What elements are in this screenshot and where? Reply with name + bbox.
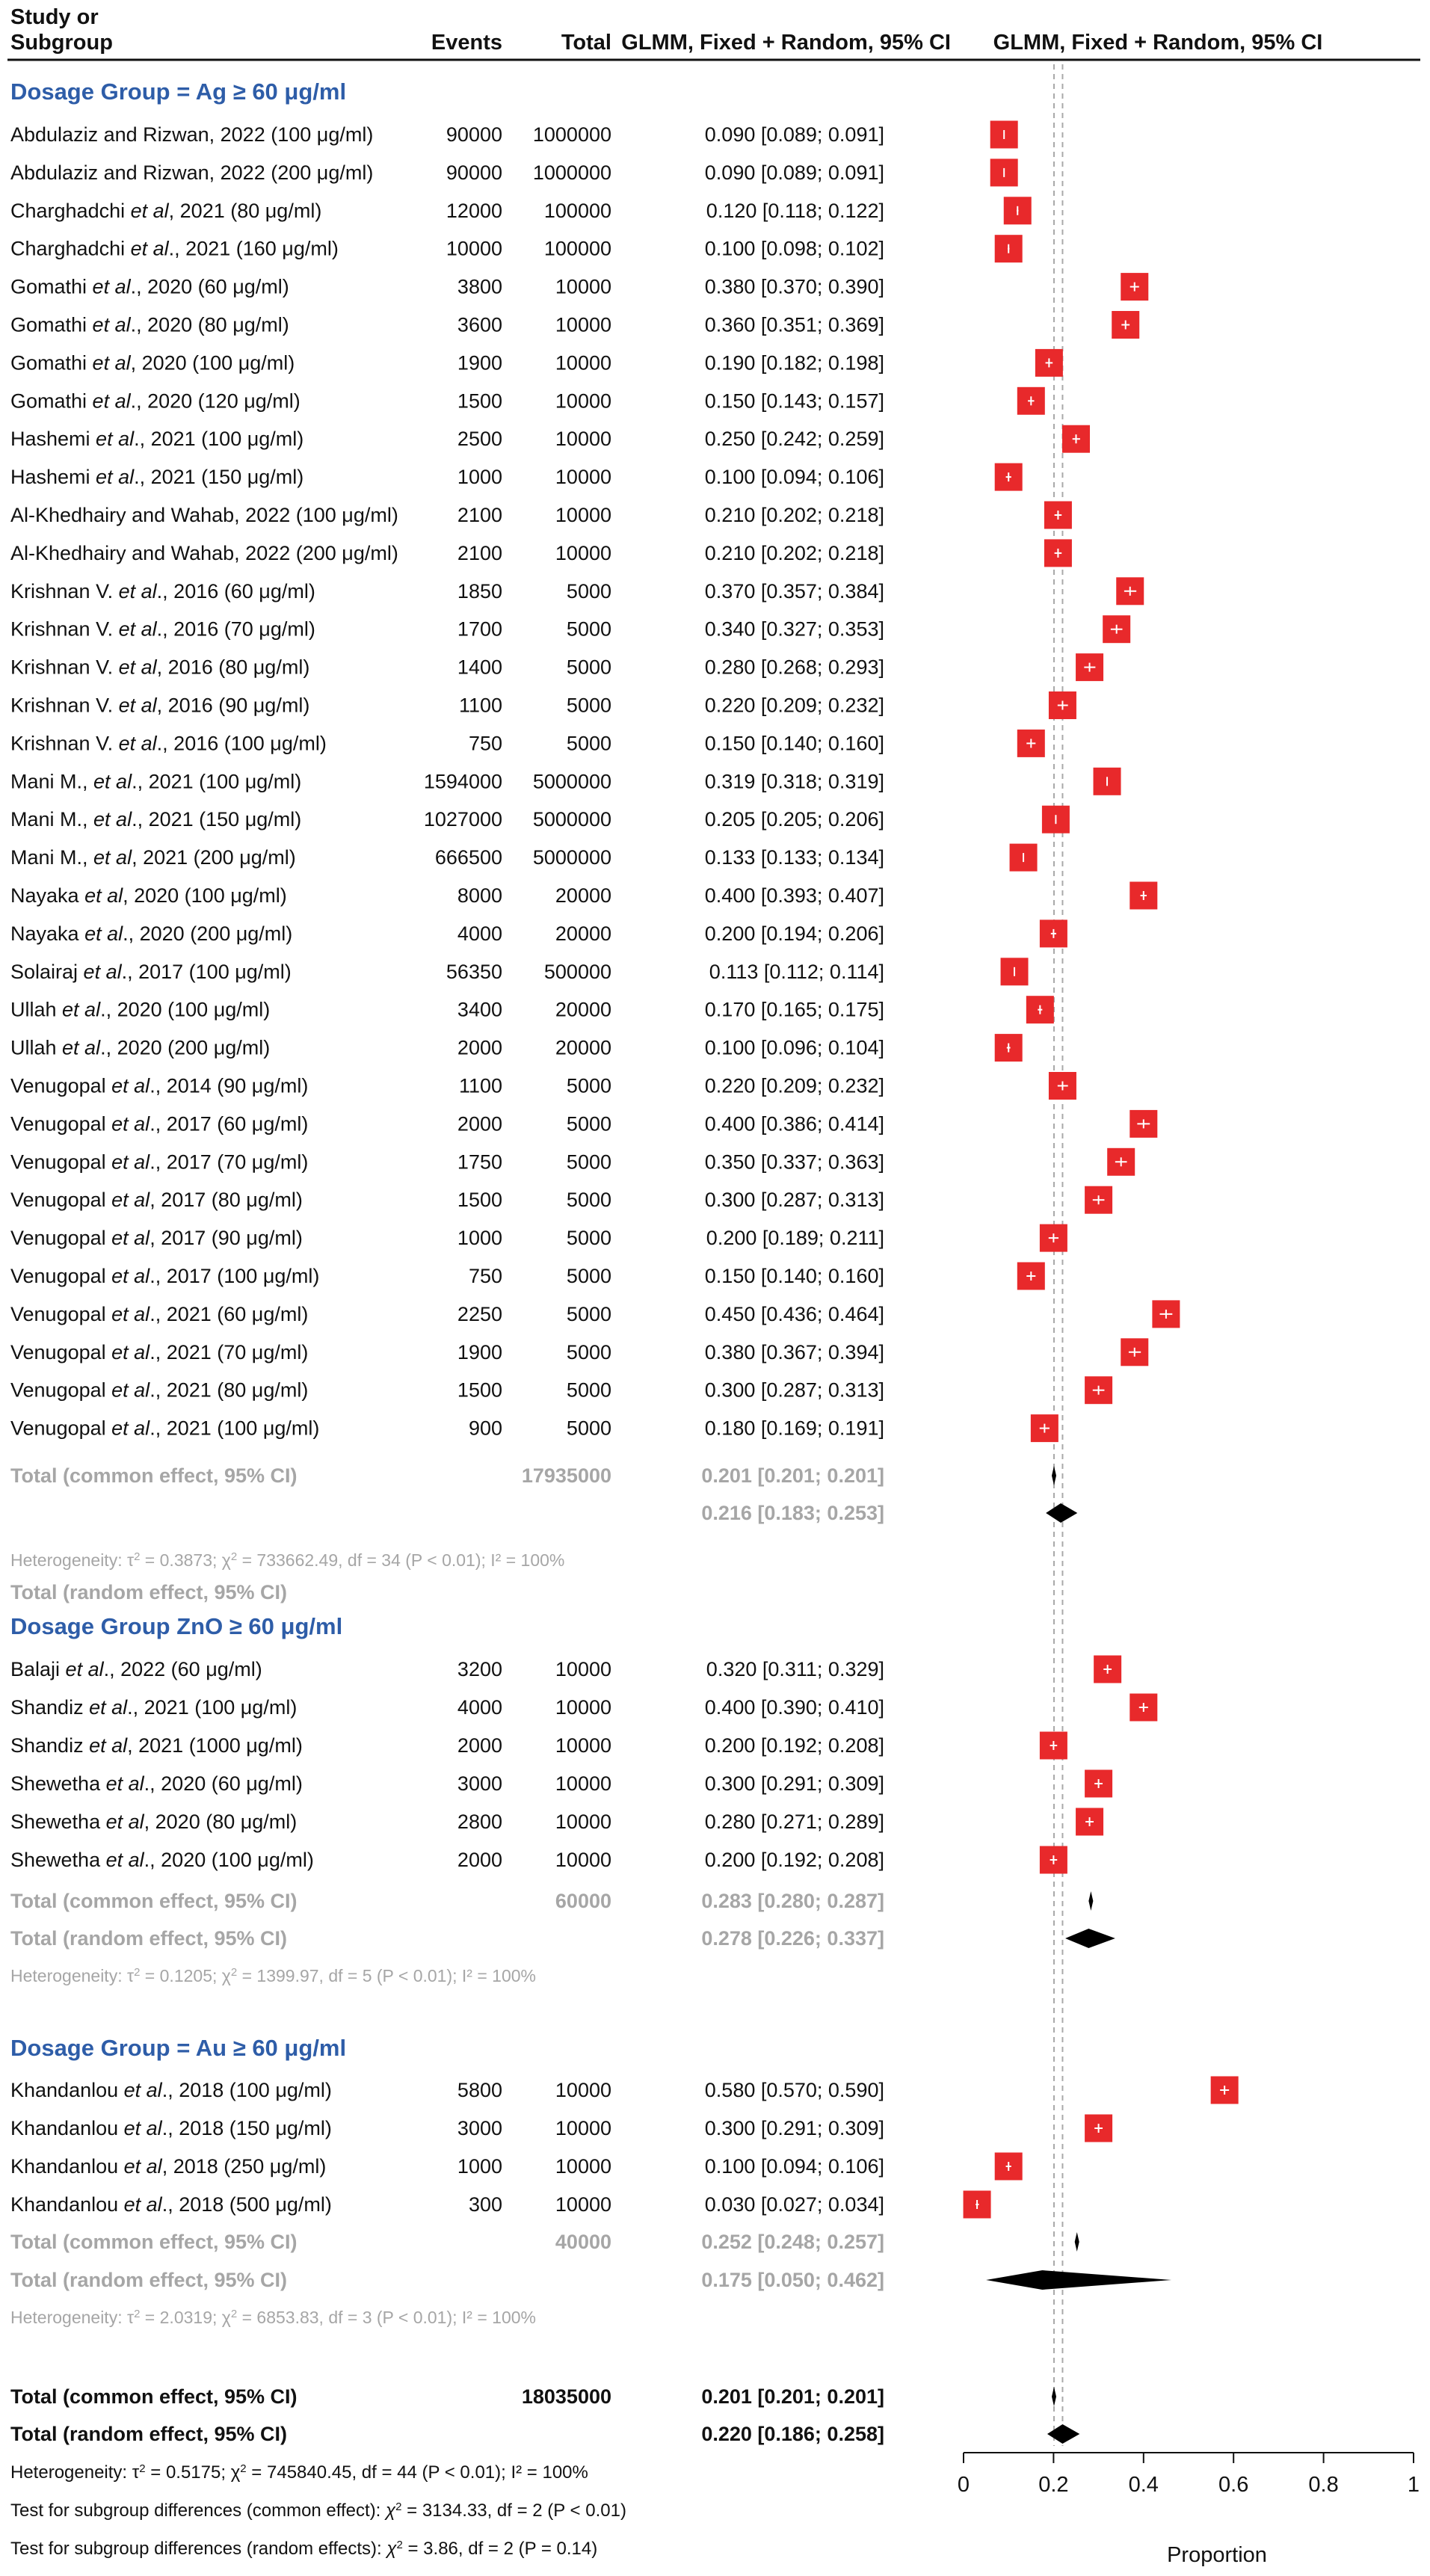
study-events: 3400	[457, 998, 502, 1021]
study-ci-text: 0.090 [0.089; 0.091]	[704, 123, 884, 146]
x-tick-label: 0.4	[1128, 2473, 1159, 2497]
study-events: 10000	[446, 237, 502, 260]
study-ci-text: 0.210 [0.202; 0.218]	[704, 504, 884, 526]
study-total: 5000	[566, 694, 611, 717]
study-events: 3200	[457, 1658, 502, 1680]
study-events: 90000	[446, 161, 502, 184]
study-total: 5000	[566, 1302, 611, 1325]
study-name: Venugopal et al., 2017 (60 μg/ml)	[10, 1112, 309, 1136]
study-total: 10000	[555, 2117, 611, 2139]
study-total: 10000	[555, 2155, 611, 2178]
study-ci-text: 0.400 [0.390; 0.410]	[704, 1696, 884, 1719]
group-common-ci: 0.283 [0.280; 0.287]	[701, 1890, 884, 1912]
study-total: 5000	[566, 1227, 611, 1250]
study-events: 2000	[457, 1112, 502, 1136]
study-events: 12000	[446, 199, 502, 222]
study-name: Solairaj et al., 2017 (100 μg/ml)	[10, 960, 292, 983]
study-ci-text: 0.450 [0.436; 0.464]	[704, 1302, 884, 1325]
study-ci-text: 0.180 [0.169; 0.191]	[704, 1417, 884, 1440]
study-total: 5000	[566, 1189, 611, 1212]
study-events: 2800	[457, 1811, 502, 1833]
study-events: 300	[468, 2193, 502, 2216]
study-name: Khandanlou et al, 2018 (250 μg/ml)	[10, 2155, 327, 2178]
study-total: 100000	[543, 199, 611, 222]
study-total: 5000	[566, 1112, 611, 1136]
study-name: Al-Khedhairy and Wahab, 2022 (200 μg/ml)	[10, 541, 398, 564]
study-events: 1000	[457, 1227, 502, 1250]
study-total: 10000	[555, 428, 611, 451]
study-name: Shewetha et al., 2020 (60 μg/ml)	[10, 1772, 303, 1795]
study-name: Charghadchi et al, 2021 (80 μg/ml)	[10, 199, 322, 222]
x-tick-label: 0	[957, 2473, 970, 2497]
study-ci-text: 0.120 [0.118; 0.122]	[706, 199, 884, 222]
study-events: 1900	[457, 1340, 502, 1364]
group-random-label: Total (random effect, 95% CI)	[10, 1581, 288, 1603]
header-events: Events	[431, 31, 502, 55]
group-title: Dosage Group = Ag ≥ 60 μg/ml	[10, 78, 347, 105]
study-total: 10000	[555, 389, 611, 413]
study-events: 900	[468, 1417, 502, 1440]
group-title: Dosage Group ZnO ≥ 60 μg/ml	[10, 1613, 343, 1639]
study-ci-text: 0.090 [0.089; 0.091]	[704, 161, 884, 184]
study-total: 5000	[566, 1417, 611, 1440]
overall-random-ci: 0.220 [0.186; 0.258]	[701, 2423, 884, 2445]
study-events: 1500	[457, 1378, 502, 1402]
study-name: Hashemi et al., 2021 (100 μg/ml)	[10, 428, 304, 451]
x-axis	[958, 2453, 1420, 2567]
study-name: Krishnan V. et al, 2016 (90 μg/ml)	[10, 694, 310, 717]
group-common-total: 17935000	[521, 1464, 611, 1487]
study-total: 5000	[566, 732, 611, 755]
study-events: 8000	[457, 884, 502, 907]
study-total: 500000	[543, 960, 611, 983]
study-events: 56350	[446, 960, 502, 983]
table-header	[7, 5, 1420, 60]
study-ci-text: 0.150 [0.140; 0.160]	[704, 1265, 884, 1287]
study-name: Venugopal et al., 2017 (70 μg/ml)	[10, 1150, 309, 1174]
study-total: 1000000	[532, 161, 611, 184]
heterogeneity-text: Heterogeneity: $\tau^2 = 0.5175$; $\chi^2 = 745840.45$, df = 44 (P < 0.01); I² = 100%	[10, 2462, 588, 2483]
study-events: 1500	[457, 1189, 502, 1212]
study-name: Al-Khedhairy and Wahab, 2022 (100 μg/ml)	[10, 504, 398, 526]
study-total: 10000	[555, 1696, 611, 1719]
study-name: Mani M., et al., 2021 (150 μg/ml)	[10, 808, 302, 831]
study-events: 4000	[457, 1696, 502, 1719]
study-ci-text: 0.280 [0.268; 0.293]	[704, 656, 884, 679]
heterogeneity-text: Heterogeneity: $\tau^2 = 2.0319$; $\chi^2 = 6853.83$, df = 3 (P < 0.01); I² = 100%	[10, 2307, 536, 2327]
subgroup-test-text: Test for subgroup differences (random effects): $\chi^2 = 3.86$, df = 2 (P = 0.14)	[10, 2538, 598, 2559]
reference-lines	[1054, 64, 1062, 2446]
study-events: 1700	[457, 617, 502, 641]
study-events: 2000	[457, 1849, 502, 1871]
header-ci: GLMM, Fixed + Random, 95% CI	[621, 31, 951, 55]
study-ci-text: 0.150 [0.143; 0.157]	[704, 389, 884, 413]
study-total: 10000	[555, 1811, 611, 1833]
heterogeneity-text: Heterogeneity: $\tau^2 = 0.1205$; $\chi^2 = 1399.97$, df = 5 (P < 0.01); I² = 100%	[10, 1965, 536, 1985]
study-events: 666500	[434, 846, 502, 869]
study-ci-text: 0.280 [0.271; 0.289]	[704, 1811, 884, 1833]
study-ci-text: 0.100 [0.098; 0.102]	[704, 237, 884, 260]
group-common-total: 60000	[555, 1890, 611, 1912]
study-ci-text: 0.340 [0.327; 0.353]	[704, 617, 884, 641]
study-ci-text: 0.300 [0.291; 0.309]	[704, 1772, 884, 1795]
study-events: 2250	[457, 1302, 502, 1325]
subgroup-test-text: Test for subgroup differences (common effect): $\chi^2 = 3134.33$, df = 2 (P < 0.01)	[10, 2500, 626, 2521]
group-common-ci: 0.252 [0.248; 0.257]	[701, 2231, 884, 2253]
study-events: 2100	[457, 541, 502, 564]
study-total: 5000000	[532, 770, 611, 793]
summary-diamond	[1052, 1466, 1056, 1485]
overall-common-total: 18035000	[521, 2385, 611, 2408]
study-ci-text: 0.360 [0.351; 0.369]	[704, 313, 884, 336]
study-name: Ullah et al., 2020 (200 μg/ml)	[10, 1036, 271, 1059]
study-events: 1000	[457, 466, 502, 489]
study-events: 3000	[457, 1772, 502, 1795]
study-events: 3600	[457, 313, 502, 336]
study-total: 20000	[555, 922, 611, 945]
study-name: Venugopal et al., 2021 (70 μg/ml)	[10, 1340, 309, 1364]
study-name: Gomathi et al, 2020 (100 μg/ml)	[10, 351, 295, 375]
overall-random-label: Total (random effect, 95% CI)	[10, 2423, 288, 2445]
study-ci-text: 0.133 [0.133; 0.134]	[704, 846, 884, 869]
study-ci-text: 0.580 [0.570; 0.590]	[704, 2079, 884, 2101]
study-ci-text: 0.113 [0.112; 0.114]	[709, 960, 884, 983]
study-events: 2000	[457, 1036, 502, 1059]
study-ci-text: 0.100 [0.096; 0.104]	[704, 1036, 884, 1059]
study-ci-text: 0.380 [0.367; 0.394]	[704, 1340, 884, 1364]
study-events: 2000	[457, 1734, 502, 1757]
study-events: 5800	[457, 2079, 502, 2101]
study-ci-text: 0.319 [0.318; 0.319]	[704, 770, 884, 793]
study-total: 5000000	[532, 808, 611, 831]
study-total: 10000	[555, 2079, 611, 2101]
group-random-ci: 0.216 [0.183; 0.253]	[701, 1502, 884, 1524]
study-name: Krishnan V. et al., 2016 (60 μg/ml)	[10, 579, 315, 603]
study-events: 1400	[457, 656, 502, 679]
study-name: Mani M., et al, 2021 (200 μg/ml)	[10, 846, 296, 869]
study-ci-text: 0.200 [0.192; 0.208]	[704, 1849, 884, 1871]
study-total: 10000	[555, 504, 611, 526]
x-tick-label: 0.2	[1038, 2473, 1069, 2497]
study-total: 5000	[566, 1340, 611, 1364]
study-total: 10000	[555, 1849, 611, 1871]
group-random-label: Total (random effect, 95% CI)	[10, 1927, 288, 1950]
summary-diamond	[1075, 2232, 1079, 2252]
study-ci-text: 0.200 [0.194; 0.206]	[704, 922, 884, 945]
study-events: 90000	[446, 123, 502, 146]
study-name: Venugopal et al., 2014 (90 μg/ml)	[10, 1074, 309, 1097]
group-common-total: 40000	[555, 2231, 611, 2253]
group-random-label: Total (random effect, 95% CI)	[10, 2269, 288, 2291]
study-events: 750	[468, 1265, 502, 1287]
study-total: 10000	[555, 313, 611, 336]
summary-diamond	[1047, 2424, 1079, 2444]
study-ci-text: 0.220 [0.209; 0.232]	[704, 1074, 884, 1097]
study-events: 2500	[457, 428, 502, 451]
study-name: Venugopal et al, 2017 (90 μg/ml)	[10, 1227, 303, 1250]
group-common-label: Total (common effect, 95% CI)	[10, 1464, 298, 1487]
header-total: Total	[561, 31, 611, 55]
study-ci-text: 0.320 [0.311; 0.329]	[706, 1658, 884, 1680]
study-name: Ullah et al., 2020 (100 μg/ml)	[10, 998, 271, 1021]
header-study: Study or	[10, 5, 99, 29]
study-total: 5000	[566, 1150, 611, 1174]
study-ci-text: 0.170 [0.165; 0.175]	[704, 998, 884, 1021]
study-ci-text: 0.100 [0.094; 0.106]	[704, 466, 884, 489]
study-ci-text: 0.400 [0.393; 0.407]	[704, 884, 884, 907]
study-name: Nayaka et al., 2020 (200 μg/ml)	[10, 922, 293, 945]
study-events: 4000	[457, 922, 502, 945]
group-random-ci: 0.175 [0.050; 0.462]	[701, 2269, 884, 2291]
study-ci-text: 0.400 [0.386; 0.414]	[704, 1112, 884, 1136]
study-events: 2100	[457, 504, 502, 526]
study-name: Shewetha et al, 2020 (80 μg/ml)	[10, 1811, 298, 1833]
study-events: 1500	[457, 389, 502, 413]
study-total: 5000	[566, 1378, 611, 1402]
summary-diamond	[1065, 1929, 1115, 1948]
study-name: Venugopal et al, 2017 (80 μg/ml)	[10, 1189, 303, 1212]
study-events: 750	[468, 732, 502, 755]
overall-common-label: Total (common effect, 95% CI)	[10, 2385, 298, 2408]
study-ci-text: 0.150 [0.140; 0.160]	[704, 732, 884, 755]
study-name: Hashemi et al., 2021 (150 μg/ml)	[10, 466, 304, 489]
x-axis-label: Proportion	[1167, 2543, 1267, 2567]
study-events: 1100	[458, 1074, 502, 1097]
study-total: 10000	[555, 351, 611, 375]
header-subgroup: Subgroup	[10, 31, 113, 55]
study-events: 3800	[457, 275, 502, 298]
study-name: Shewetha et al., 2020 (100 μg/ml)	[10, 1849, 314, 1871]
study-events: 1900	[457, 351, 502, 375]
x-tick-label: 1	[1407, 2473, 1420, 2497]
study-ci-text: 0.220 [0.209; 0.232]	[704, 694, 884, 717]
header-plot: GLMM, Fixed + Random, 95% CI	[993, 31, 1323, 55]
study-name: Krishnan V. et al., 2016 (70 μg/ml)	[10, 617, 315, 641]
study-name: Venugopal et al., 2021 (100 μg/ml)	[10, 1417, 320, 1440]
study-name: Khandanlou et al., 2018 (150 μg/ml)	[10, 2117, 332, 2139]
study-ci-text: 0.300 [0.287; 0.313]	[704, 1189, 884, 1212]
study-events: 3000	[457, 2117, 502, 2139]
study-total: 5000	[566, 617, 611, 641]
study-name: Khandanlou et al., 2018 (100 μg/ml)	[10, 2079, 332, 2101]
study-total: 1000000	[532, 123, 611, 146]
study-events: 1100	[458, 694, 502, 717]
group-random-ci: 0.278 [0.226; 0.337]	[701, 1927, 884, 1950]
study-ci-text: 0.370 [0.357; 0.384]	[704, 579, 884, 603]
study-ci-text: 0.200 [0.192; 0.208]	[704, 1734, 884, 1757]
study-name: Venugopal et al., 2017 (100 μg/ml)	[10, 1265, 320, 1287]
study-total: 10000	[555, 466, 611, 489]
study-events: 1594000	[423, 770, 502, 793]
study-name: Venugopal et al., 2021 (60 μg/ml)	[10, 1302, 309, 1325]
study-ci-text: 0.350 [0.337; 0.363]	[704, 1150, 884, 1174]
study-name: Venugopal et al., 2021 (80 μg/ml)	[10, 1378, 309, 1402]
study-ci-text: 0.300 [0.291; 0.309]	[704, 2117, 884, 2139]
study-total: 10000	[555, 1658, 611, 1680]
group-title: Dosage Group = Au ≥ 60 μg/ml	[10, 2035, 347, 2061]
study-ci-text: 0.200 [0.189; 0.211]	[706, 1227, 884, 1250]
study-total: 10000	[555, 541, 611, 564]
study-total: 5000	[566, 579, 611, 603]
study-ci-text: 0.205 [0.205; 0.206]	[704, 808, 884, 831]
study-name: Khandanlou et al., 2018 (500 μg/ml)	[10, 2193, 332, 2216]
study-total: 10000	[555, 2193, 611, 2216]
study-name: Gomathi et al., 2020 (80 μg/ml)	[10, 313, 289, 336]
study-name: Krishnan V. et al, 2016 (80 μg/ml)	[10, 656, 310, 679]
study-ci-text: 0.190 [0.182; 0.198]	[704, 351, 884, 375]
study-total: 100000	[543, 237, 611, 260]
study-ci-text: 0.210 [0.202; 0.218]	[704, 541, 884, 564]
group-common-ci: 0.201 [0.201; 0.201]	[701, 1464, 884, 1487]
study-total: 20000	[555, 998, 611, 1021]
study-name: Charghadchi et al., 2021 (160 μg/ml)	[10, 237, 339, 260]
study-total: 5000000	[532, 846, 611, 869]
study-ci-text: 0.300 [0.287; 0.313]	[704, 1378, 884, 1402]
x-tick-label: 0.6	[1218, 2473, 1249, 2497]
study-total: 5000	[566, 656, 611, 679]
overall-common-ci: 0.201 [0.201; 0.201]	[701, 2385, 884, 2408]
study-ci-text: 0.250 [0.242; 0.259]	[704, 428, 884, 451]
study-total: 10000	[555, 1772, 611, 1795]
study-total: 5000	[566, 1074, 611, 1097]
summary-diamond	[986, 2270, 1171, 2290]
heterogeneity-text: Heterogeneity: $\tau^2 = 0.3873$; $\chi^2 = 733662.49$, df = 34 (P < 0.01); I² = 100%	[10, 1550, 565, 1570]
x-tick-label: 0.8	[1308, 2473, 1339, 2497]
group-common-label: Total (common effect, 95% CI)	[10, 1890, 298, 1912]
study-name: Mani M., et al., 2021 (100 μg/ml)	[10, 770, 302, 793]
summary-diamond	[1046, 1503, 1077, 1523]
study-name: Shandiz et al, 2021 (1000 μg/ml)	[10, 1734, 303, 1757]
study-events: 1850	[457, 579, 502, 603]
study-name: Gomathi et al., 2020 (120 μg/ml)	[10, 389, 301, 413]
study-ci-text: 0.100 [0.094; 0.106]	[704, 2155, 884, 2178]
study-name: Krishnan V. et al., 2016 (100 μg/ml)	[10, 732, 327, 755]
study-events: 1027000	[423, 808, 502, 831]
study-total: 10000	[555, 275, 611, 298]
study-name: Abdulaziz and Rizwan, 2022 (100 μg/ml)	[10, 123, 374, 146]
study-ci-text: 0.030 [0.027; 0.034]	[704, 2193, 884, 2216]
study-total: 10000	[555, 1734, 611, 1757]
summary-diamond	[1052, 2387, 1056, 2406]
study-name: Shandiz et al., 2021 (100 μg/ml)	[10, 1696, 298, 1719]
summary-diamond	[1088, 1891, 1093, 1911]
study-name: Balaji et al., 2022 (60 μg/ml)	[10, 1658, 262, 1680]
study-total: 20000	[555, 1036, 611, 1059]
study-name: Nayaka et al, 2020 (100 μg/ml)	[10, 884, 287, 907]
study-name: Gomathi et al., 2020 (60 μg/ml)	[10, 275, 289, 298]
study-events: 1750	[457, 1150, 502, 1174]
study-total: 5000	[566, 1265, 611, 1287]
study-events: 1000	[457, 2155, 502, 2178]
study-name: Abdulaziz and Rizwan, 2022 (200 μg/ml)	[10, 161, 374, 184]
study-total: 20000	[555, 884, 611, 907]
group-common-label: Total (common effect, 95% CI)	[10, 2231, 298, 2253]
study-ci-text: 0.380 [0.370; 0.390]	[704, 275, 884, 298]
